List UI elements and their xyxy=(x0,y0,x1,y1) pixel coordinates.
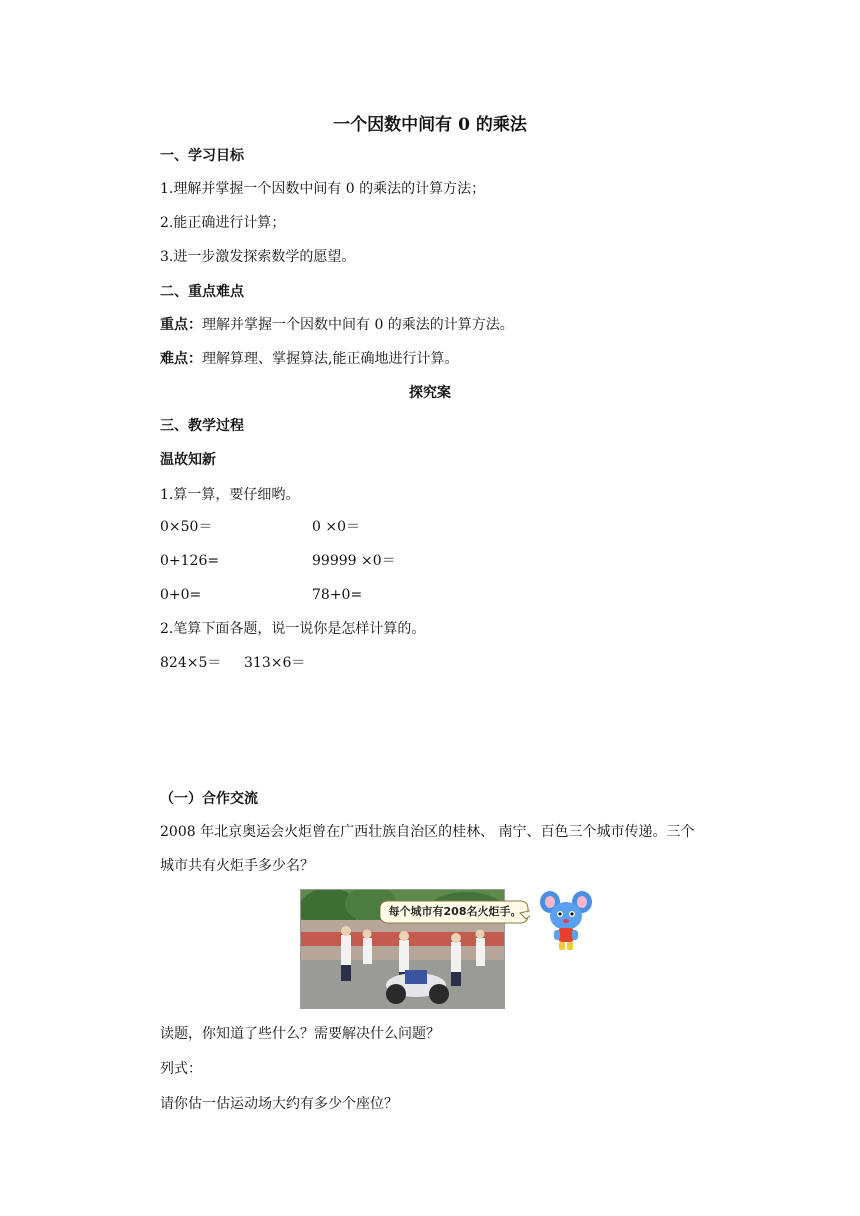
goal-item-2: 2.能正确进行计算； xyxy=(160,215,286,231)
goal-item-3: 3.进一步激发探索数学的愿望。 xyxy=(160,249,356,265)
written-calc-item: 313×6＝ xyxy=(244,655,306,671)
key-point xyxy=(160,316,514,334)
goal-item-1: 1.理解并掌握一个因数中间有 0 的乘法的计算方法； xyxy=(160,181,486,197)
calc-item: 78+0= xyxy=(312,587,363,603)
difficulty-text: 理解算理、掌握算法,能正确地进行计算。 xyxy=(202,351,459,367)
calc-item: 0+126= xyxy=(160,553,220,569)
question-1: 1.算一算，要仔细哟。 xyxy=(160,487,300,503)
section2-heading: 二、重点难点 xyxy=(160,284,244,300)
section3-heading: 三、教学过程 xyxy=(160,418,244,434)
key-text: 理解并掌握一个因数中间有 0 的乘法的计算方法。 xyxy=(202,317,514,333)
review-heading: 温故知新 xyxy=(160,452,216,468)
calc-item: 0+0= xyxy=(160,587,202,603)
mascot-icon xyxy=(538,890,594,952)
part1-heading: （一）合作交流 xyxy=(160,791,258,807)
question-read: 读题，你知道了些什么？需要解决什么问题？ xyxy=(160,1026,440,1042)
problem-line-1: 2008 年北京奥运会火炬曾在广西壮族自治区的桂林、 南宁、百色三个城市传递。三个 xyxy=(160,824,695,840)
calc-item: 0 ×0＝ xyxy=(312,519,360,535)
bubble-text: 每个城市有208名火炬手。 xyxy=(388,905,522,918)
question-estimate: 请你估一估运动场大约有多少个座位？ xyxy=(160,1096,398,1112)
written-calc-item: 824×5＝ xyxy=(160,655,222,671)
section1-heading: 一、学习目标 xyxy=(160,148,244,164)
document-title: 一个因数中间有 0 的乘法 xyxy=(333,115,527,135)
key-label: 重点： xyxy=(160,317,202,333)
mouse-mascot xyxy=(538,890,594,952)
explore-title: 探究案 xyxy=(409,385,451,401)
problem-line-2: 城市共有火炬手多少名？ xyxy=(160,858,314,874)
question-formula: 列式： xyxy=(160,1061,202,1077)
question-2: 2.笔算下面各题，说一说你是怎样计算的。 xyxy=(160,621,426,637)
calc-item: 0×50＝ xyxy=(160,519,213,535)
calc-item: 99999 ×0＝ xyxy=(312,553,396,569)
speech-bubble xyxy=(380,899,530,925)
difficulty-label: 难点： xyxy=(160,351,202,367)
difficulty-point xyxy=(160,350,458,368)
